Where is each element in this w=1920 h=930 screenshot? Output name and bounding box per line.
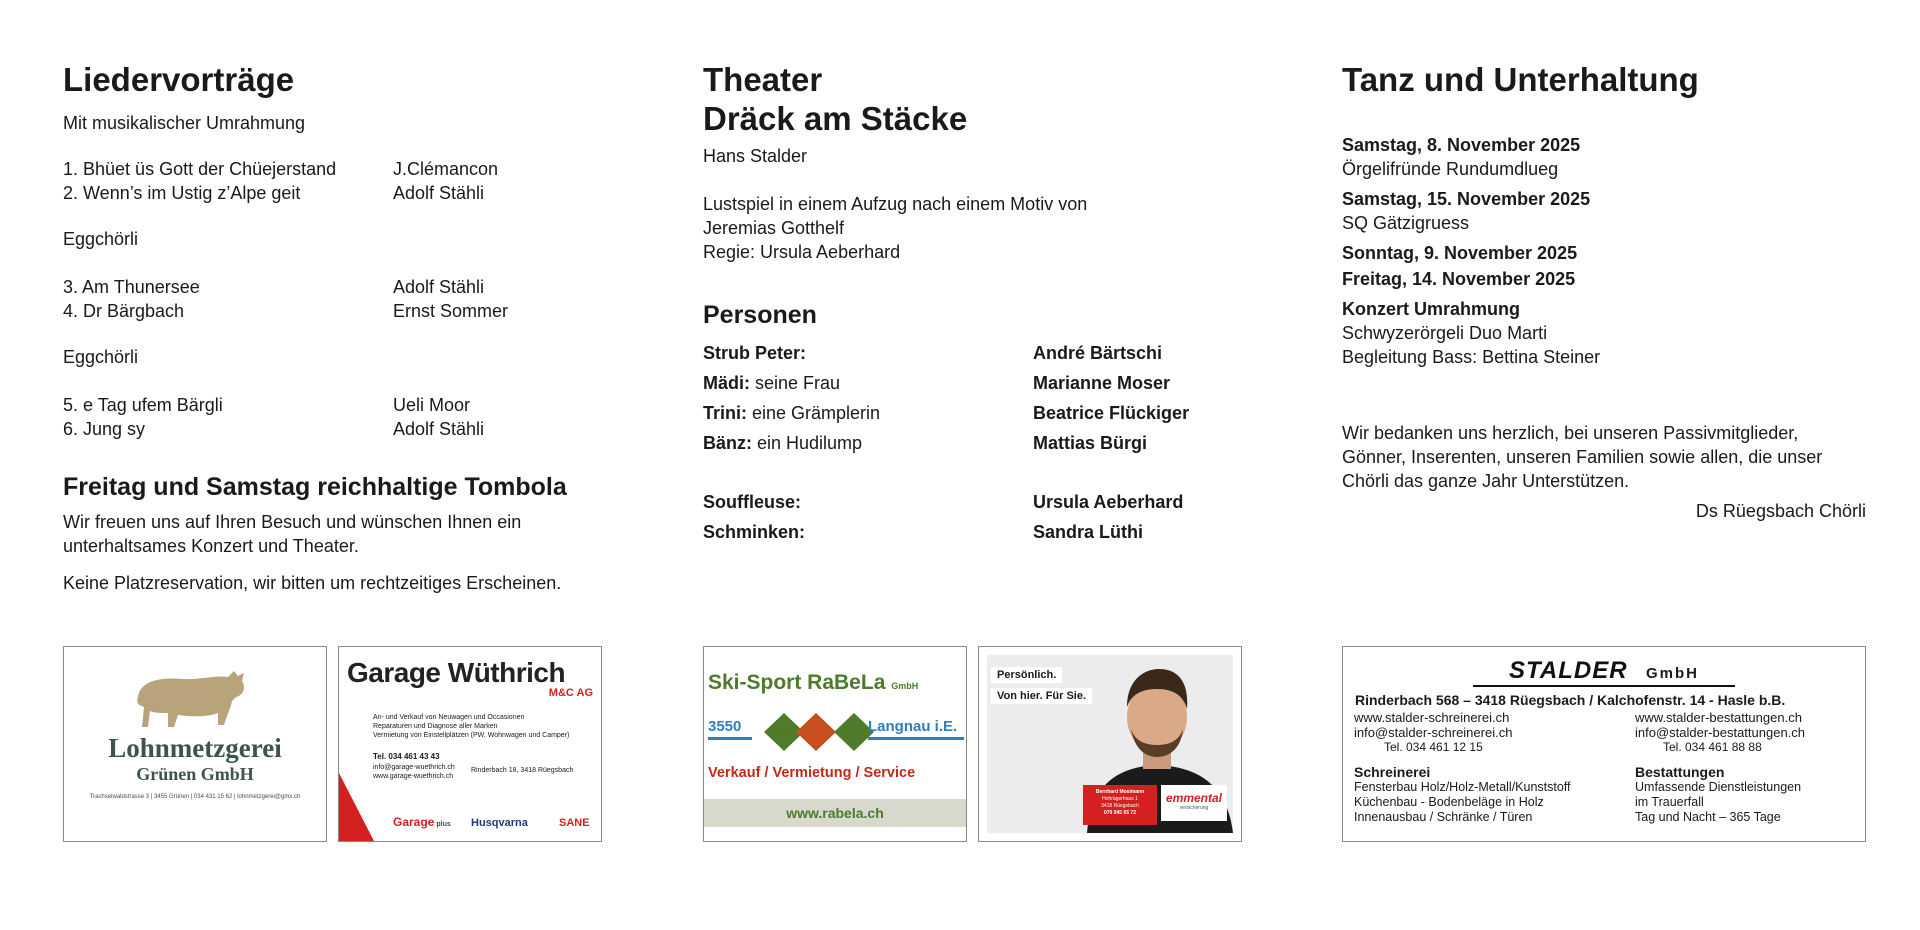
play-author: Hans Stalder xyxy=(703,146,808,166)
right-column xyxy=(1342,60,1866,523)
song-row: 3. Am Thunersee Adolf Stähli xyxy=(63,277,485,297)
rb-blue-bar-right xyxy=(868,737,964,740)
ad-garage-wuethrich xyxy=(338,646,602,842)
gw-web: www.garage-wuethrich.ch xyxy=(373,773,454,780)
cast-row: Souffleuse: Ursula Aeberhard xyxy=(703,492,1184,512)
konzert-duo: Schwyzerörgeli Duo Marti xyxy=(1342,323,1548,343)
ad-emmental xyxy=(978,646,1242,842)
em-slogan-2: Von hier. Für Sie. xyxy=(991,688,1092,704)
song-row: 6. Jung sy Adolf Stähli xyxy=(63,419,485,439)
gw-address: Rinderbach 18, 3418 Rüegsbach xyxy=(471,767,574,774)
st-logo: STALDER GmbH xyxy=(1508,657,1699,684)
left-subtitle: Mit musikalischer Umrahmung xyxy=(63,113,306,133)
personen-heading: Personen xyxy=(703,301,817,329)
st-address: Rinderbach 568 – 3418 Rüegsbach / Kalchofenstr. 14 - Hasle b.B. xyxy=(1355,692,1786,708)
middle-column xyxy=(703,60,1263,550)
st-logo-underline xyxy=(1473,685,1735,687)
lm-name: Lohnmetzgerei xyxy=(108,733,282,763)
cast-row: Trini: eine Grämplerin Beatrice Flückiger xyxy=(703,403,1190,423)
gw-tel: Tel. 034 461 43 43 xyxy=(373,752,440,761)
konzert-label: Konzert Umrahmung xyxy=(1342,299,1521,319)
sane-logo: SANE xyxy=(559,817,590,829)
play-title: Dräck am Stäcke xyxy=(703,100,968,137)
event-2: SQ Gätzigruess xyxy=(1342,213,1470,233)
em-slogan-1: Persönlich. xyxy=(991,667,1062,683)
st-schreinerei: Schreinerei Fensterbau Holz/Holz-Metall/Kunststoff Küchenbau - Bodenbeläge in Holz Innenausbau / Schränke / Türen xyxy=(1354,764,1571,824)
gw-sub: M&C AG xyxy=(548,687,593,699)
song-row: 5. e Tag ufem Bärgli Ueli Moor xyxy=(63,395,471,415)
play-director: Regie: Ursula Aeberhard xyxy=(703,242,901,262)
rb-web: www.rabela.ch xyxy=(704,799,966,827)
song-row: 2. Wenn’s im Ustig z’Alpe geit Adolf Stähli xyxy=(63,183,485,203)
song-row: 1. Bhüet üs Gott der Chüejerstand J.Clémancon xyxy=(63,159,499,179)
husqvarna-logo: Husqvarna xyxy=(471,817,528,829)
date-4: Freitag, 14. November 2025 xyxy=(1342,269,1576,289)
st-contact-left: www.stalder-schreinerei.ch info@stalder-schreinerei.ch Tel. 034 461 12 15 xyxy=(1354,710,1513,754)
ad-stalder xyxy=(1342,646,1866,842)
lm-address: Trachselwaldstrasse 3 | 3455 Grünen | 034 431 15 62 | lohnmetzgerei@gmx.ch xyxy=(89,794,301,800)
em-contact-box: Bernhard Moslmann Hohrägerhaus 1 3418 Rüegsbach 079 945 65 72 xyxy=(1083,785,1157,825)
cast-list xyxy=(703,341,1263,550)
date-3: Sonntag, 9. November 2025 xyxy=(1342,243,1578,263)
st-contact-right: www.stalder-bestattungen.ch info@stalder-bestattungen.ch Tel. 034 461 88 88 xyxy=(1635,710,1806,754)
cast-row: Strub Peter: André Bärtschi xyxy=(703,343,1163,363)
thanks-text: Wir bedanken uns herzlich, bei unseren Passivmitglieder, Gönner, Inserenten, unseren Familien sowie allen, die unser Chörli das ganze Jahr Unterstützen. xyxy=(1342,423,1823,491)
rb-blue-bar-left xyxy=(708,737,752,740)
red-stripe-shape xyxy=(339,773,375,842)
cast-row: Bänz: ein Hudilump Mattias Bürgi xyxy=(703,433,1148,453)
interlude: Eggchörli xyxy=(63,229,139,249)
play-description-2: Jeremias Gotthelf xyxy=(703,218,845,238)
liedervortraege-title: Liedervorträge xyxy=(63,61,295,98)
konzert-bass: Begleitung Bass: Bettina Steiner xyxy=(1342,347,1601,367)
rb-town: Langnau i.E. xyxy=(868,718,958,735)
song-list xyxy=(63,157,623,441)
date-2: Samstag, 15. November 2025 xyxy=(1342,189,1591,209)
event-1: Örgelifründe Rundumdlueg xyxy=(1342,159,1559,179)
tombola-heading: Freitag und Samstag reichhaltige Tombola xyxy=(63,473,567,501)
garage-plus-logo: Garage plus xyxy=(393,815,451,829)
em-logo: emmental versicherung xyxy=(1161,785,1227,821)
song-row: 4. Dr Bärgbach Ernst Sommer xyxy=(63,301,509,321)
rb-zip: 3550 xyxy=(708,718,742,735)
gw-service-1: An- und Verkauf von Neuwagen und Occasionen xyxy=(373,714,525,721)
cast-row: Mädi: seine Frau Marianne Moser xyxy=(703,373,1171,393)
bull-icon xyxy=(130,667,250,739)
play-description: Lustspiel in einem Aufzug nach einem Motiv von xyxy=(703,194,1088,214)
rb-name: Ski-Sport RaBeLa GmbH xyxy=(708,671,919,694)
lm-company: Grünen GmbH xyxy=(136,764,254,784)
left-column xyxy=(63,60,623,595)
tanz-title: Tanz und Unterhaltung xyxy=(1342,61,1699,98)
rb-services: Verkauf / Vermietung / Service xyxy=(708,765,916,781)
gw-mail: info@garage-wuethrich.ch xyxy=(373,764,455,771)
date-1: Samstag, 8. November 2025 xyxy=(1342,135,1581,155)
ad-lohnmetzgerei xyxy=(63,646,327,842)
st-bestattungen: Bestattungen Umfassende Dienstleistungen im Trauerfall Tag und Nacht – 365 Tage xyxy=(1635,764,1802,824)
welcome-text: Wir freuen uns auf Ihren Besuch und wünschen Ihnen ein unterhaltsames Konzert und Theater. xyxy=(63,512,522,556)
gw-name: Garage Wüthrich xyxy=(347,657,566,688)
gw-service-2: Reparaturen und Diagnose aller Marken xyxy=(373,723,498,730)
reservation-text: Keine Platzreservation, wir bitten um rechtzeitiges Erscheinen. xyxy=(63,573,562,593)
interlude: Eggchörli xyxy=(63,347,139,367)
ad-rabela xyxy=(703,646,967,842)
gw-service-3: Vermietung von Einstellplätzen (PW, Wohnwagen und Camper) xyxy=(373,732,570,739)
signature: Ds Rüegsbach Chörli xyxy=(1695,501,1866,521)
theater-title: Theater xyxy=(703,61,823,98)
cast-row: Schminken: Sandra Lüthi xyxy=(703,522,1144,542)
